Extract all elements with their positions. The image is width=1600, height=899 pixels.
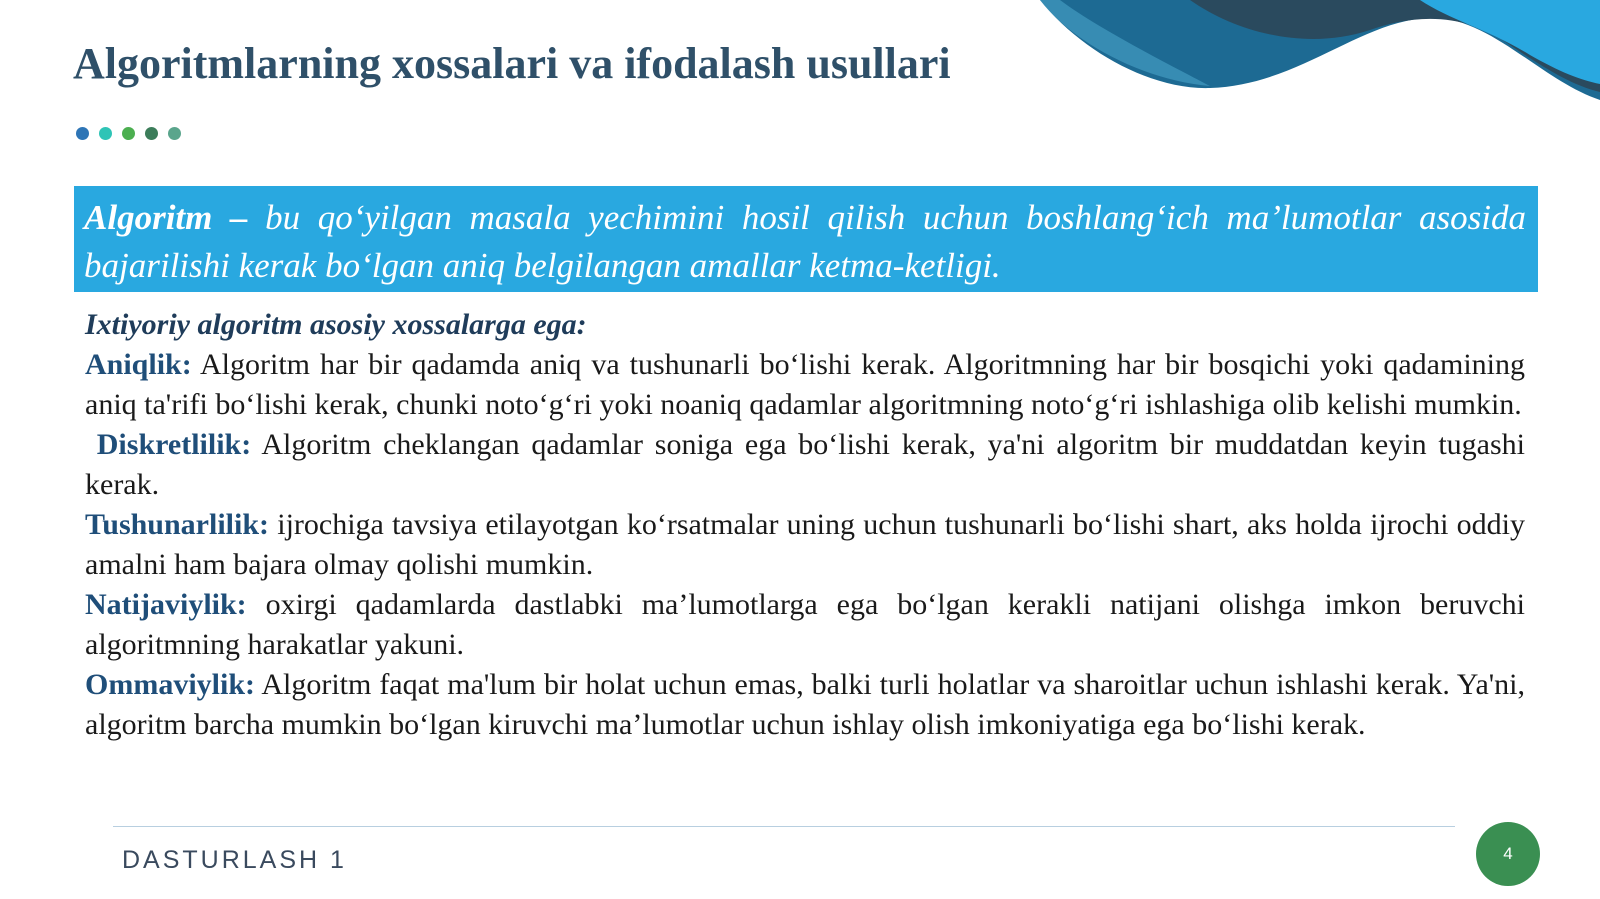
dot-icon <box>122 127 135 140</box>
property-item-natijaviylik <box>85 585 1525 665</box>
dot-icon <box>76 127 89 140</box>
properties-intro: Ixtiyoriy algoritm asosiy xossalarga ega: <box>85 308 587 341</box>
property-item-diskretlilik <box>85 425 1525 505</box>
property-text: oxirgi qadamlarda dastlabki ma’lumotlarga ega bo‘lgan kerakli natijani olishga imkon beruvchi algoritmning harakatlar yakuni. <box>85 588 1525 661</box>
property-item-aniqlik <box>85 345 1525 425</box>
footer-course-name: DASTURLASH 1 <box>122 846 347 874</box>
properties-section <box>85 305 1525 745</box>
page-number-badge: 4 <box>1476 822 1540 886</box>
property-text: Algoritm faqat ma'lum bir holat uchun emas, balki turli holatlar va sharoitlar uchun ishlashi kerak. Ya'ni, algoritm barcha mumkin bo‘lgan kiruvchi ma’lumotlar uchun ishlay olish imkoniyatiga ega bo‘lishi kerak. <box>85 668 1525 741</box>
property-item-ommaviylik <box>85 665 1525 745</box>
footer-divider <box>113 826 1455 827</box>
property-text: Algoritm cheklangan qadamlar soniga ega bo‘lishi kerak, ya'ni algoritm bir muddatdan keyin tugashi kerak. <box>85 428 1525 501</box>
decorative-dots <box>76 127 181 140</box>
dot-icon <box>168 127 181 140</box>
property-item-tushunarlilik <box>85 505 1525 585</box>
decorative-wave-shape <box>1040 0 1600 110</box>
property-label: Tushunarlilik: <box>85 508 269 541</box>
dot-icon <box>99 127 112 140</box>
slide-title: Algoritmlarning xossalari va ifodalash usullari <box>73 39 951 88</box>
property-label: Natijaviylik: <box>85 588 247 621</box>
property-label: Aniqlik: <box>85 348 192 381</box>
definition-box <box>74 186 1538 292</box>
definition-term: Algoritm – <box>84 198 248 237</box>
property-text: Algoritm har bir qadamda aniq va tushunarli bo‘lishi kerak. Algoritmning har bir bosqichi yoki qadamining aniq ta'rifi bo‘lishi kerak, chunki noto‘g‘ri yoki noaniq qadamlar algoritmning noto‘g‘ri ishlashiga olib kelishi mumkin. <box>85 348 1525 421</box>
definition-text: bu qo‘yilgan masala yechimini hosil qilish uchun boshlang‘ich ma’lumotlar asosida bajarilishi kerak bo‘lgan aniq belgilangan amallar ketma-ketligi. <box>84 198 1526 285</box>
property-label: Ommaviylik: <box>85 668 255 701</box>
dot-icon <box>145 127 158 140</box>
property-text: ijrochiga tavsiya etilayotgan ko‘rsatmalar uning uchun tushunarli bo‘lishi shart, aks holda ijrochi oddiy amalni ham bajara olmay qolishi mumkin. <box>85 508 1525 581</box>
property-label: Diskretlilik: <box>96 428 252 461</box>
